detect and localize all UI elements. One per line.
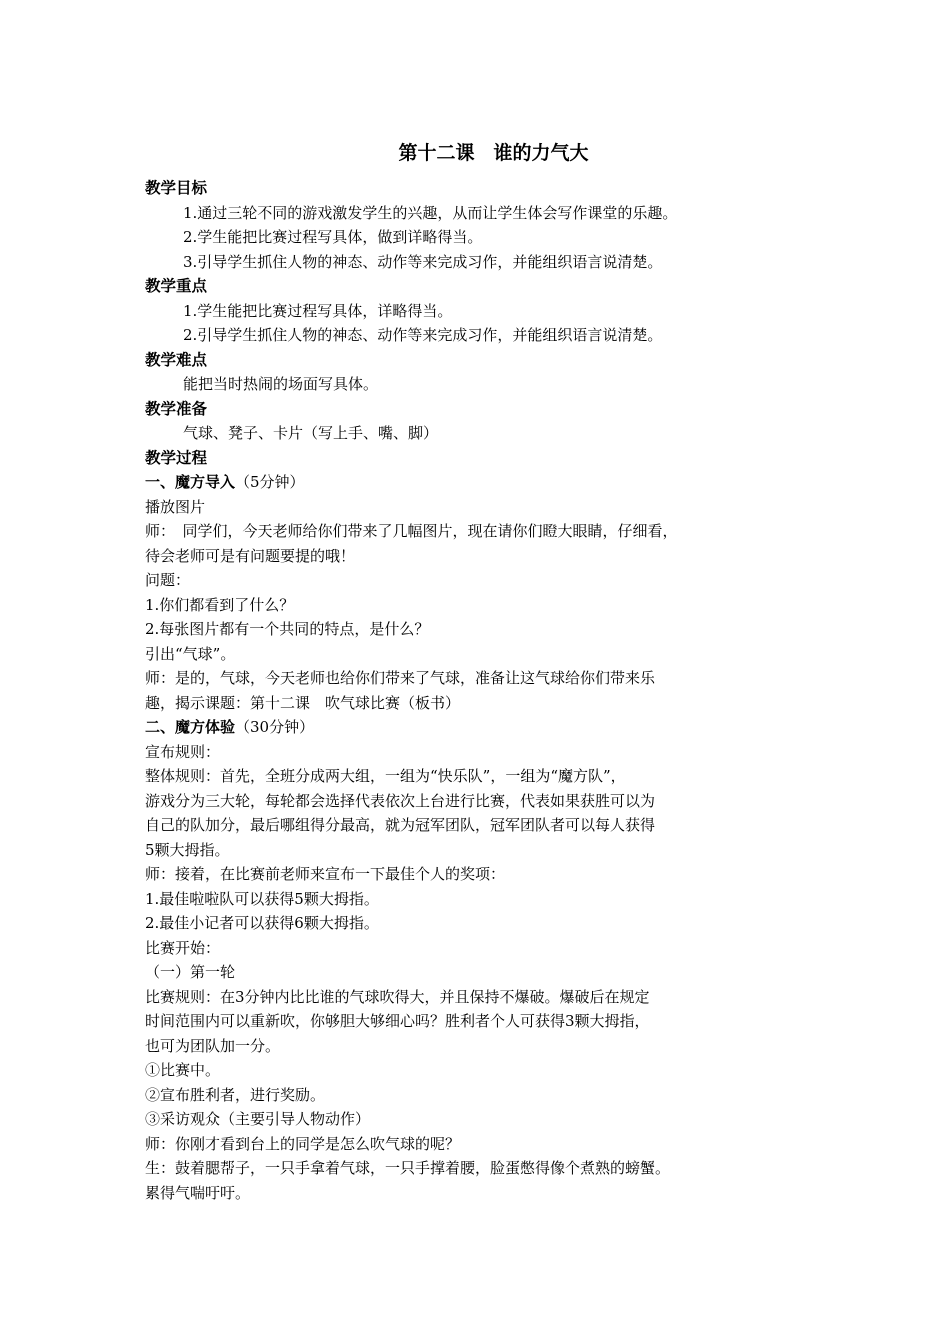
paragraph-line: 宣布规则： <box>145 742 221 761</box>
paragraph-line: 时间范围内可以重新吹，你够胆大够细心吗？胜利者个人可获得3颗大拇指， <box>145 1012 650 1030</box>
lesson-title: 第十二课 谁的力气大 <box>398 142 589 164</box>
difficulty-heading: 教学难点 <box>145 350 208 369</box>
paragraph-line: 师：接着，在比赛前老师来宣布一下最佳个人的奖项： <box>145 865 506 883</box>
objective-item: 2.学生能把比赛过程写具体，做到详略得当。 <box>183 228 483 246</box>
paragraph-line: 整体规则：首先，全班分成两大组，一组为“快乐队”，一组为“魔方队”， <box>145 767 626 785</box>
objectives-heading: 教学目标 <box>145 179 208 197</box>
paragraph-line: ③采访观众（主要引导人物动作） <box>145 1110 371 1128</box>
key-point-item: 2.引导学生抓住人物的神态、动作等来完成习作，并能组织语言说清楚。 <box>183 326 663 344</box>
paragraph-line: 师：是的，气球，今天老师也给你们带来了气球，准备让这气球给你们带来乐 <box>145 669 656 687</box>
section-title: 二、魔方体验 <box>145 718 236 736</box>
section-title: 一、魔方导入 <box>145 473 236 491</box>
objective-item: 3.引导学生抓住人物的神态、动作等来完成习作，并能组织语言说清楚。 <box>183 252 663 271</box>
paragraph-line: 播放图片 <box>145 497 206 516</box>
section-heading-intro <box>145 470 830 495</box>
paragraph-line: 1.最佳啦啦队可以获得5颗大拇指。 <box>145 889 379 908</box>
paragraph-line: 引出“气球”。 <box>145 644 236 663</box>
difficulty-text: 能把当时热闹的场面写具体。 <box>183 375 379 393</box>
paragraph-line: （一）第一轮 <box>145 963 236 981</box>
paragraph-line: 比赛开始： <box>145 938 221 957</box>
paragraph-line: 趣，揭示课题：第十二课 吹气球比赛（板书） <box>145 693 461 712</box>
paragraph-line: 待会老师可是有问题要提的哦！ <box>145 546 356 565</box>
paragraph-line: 师：你刚才看到台上的同学是怎么吹气球的呢？ <box>145 1134 461 1153</box>
section-heading-experience <box>145 715 830 740</box>
section-duration: （30分钟） <box>235 718 315 736</box>
paragraph-line: 生：鼓着腮帮子，一只手拿着气球，一只手撑着腰，脸蛋憋得像个煮熟的螃蟹。 <box>145 1159 671 1177</box>
objective-item: 1.通过三轮不同的游戏激发学生的兴趣，从而让学生体会写作课堂的乐趣。 <box>183 203 678 222</box>
paragraph-line: ②宣布胜利者，进行奖励。 <box>145 1085 326 1104</box>
document-page <box>145 132 830 1205</box>
section-duration: （5分钟） <box>235 473 305 491</box>
preparation-text: 气球、凳子、卡片（写上手、嘴、脚） <box>183 424 439 442</box>
key-points-heading: 教学重点 <box>145 277 208 295</box>
paragraph-line: ①比赛中。 <box>145 1061 221 1079</box>
paragraph-line: 2.每张图片都有一个共同的特点，是什么？ <box>145 620 430 638</box>
paragraph-line: 2.最佳小记者可以获得6颗大拇指。 <box>145 914 379 932</box>
paragraph-line: 1.你们都看到了什么？ <box>145 595 295 614</box>
paragraph-line: 问题： <box>145 571 191 589</box>
key-point-item: 1.学生能把比赛过程写具体，详略得当。 <box>183 301 453 320</box>
paragraph-line: 师： 同学们，今天老师给你们带来了几幅图片，现在请你们瞪大眼睛，仔细看， <box>145 522 678 540</box>
paragraph-line: 游戏分为三大轮，每轮都会选择代表依次上台进行比赛，代表如果获胜可以为 <box>145 791 656 810</box>
preparation-heading: 教学准备 <box>145 399 208 418</box>
process-heading: 教学过程 <box>145 448 208 467</box>
paragraph-line: 也可为团队加一分。 <box>145 1036 281 1055</box>
paragraph-line: 5颗大拇指。 <box>145 840 230 859</box>
paragraph-line: 比赛规则：在3分钟内比比谁的气球吹得大，并且保持不爆破。爆破后在规定 <box>145 987 650 1006</box>
paragraph-line: 自己的队加分，最后哪组得分最高，就为冠军团队，冠军团队者可以每人获得 <box>145 816 656 834</box>
paragraph-line: 累得气喘吁吁。 <box>145 1183 251 1202</box>
